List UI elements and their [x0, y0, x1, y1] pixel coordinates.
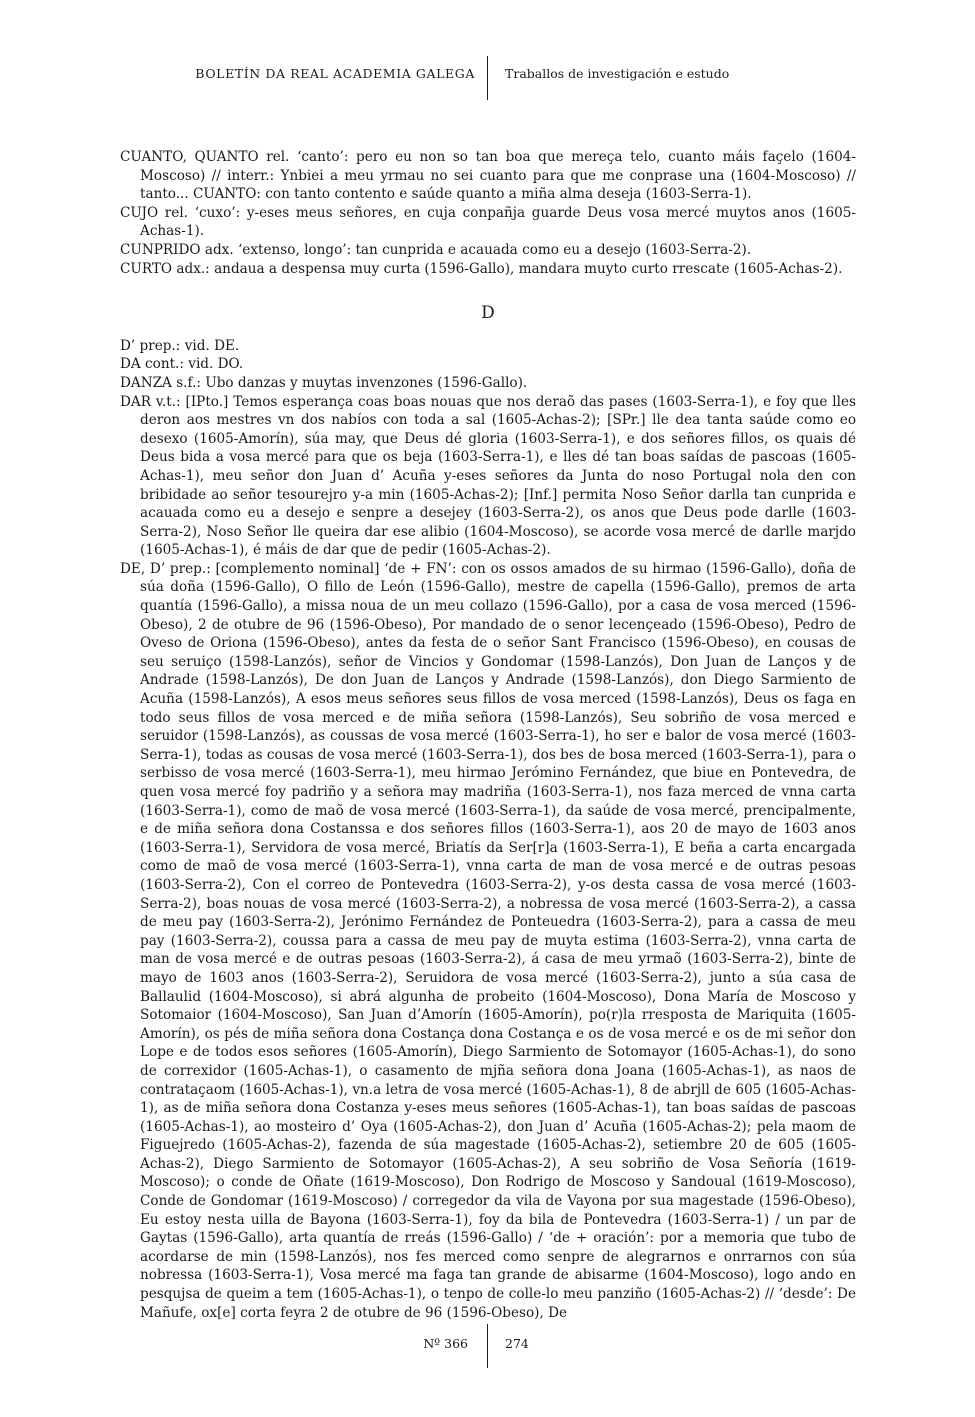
- entry-de: DE, D’ prep.: [complemento nominal] ‘de + FN’: con os ossos amados de su hirmao (1596-Gallo), doña de súa doña (1596-Gallo), O fillo de León (1596-Gallo), mestre de capella (1596-Gallo), premos de arta quantía (1596-Gallo), a missa noua de un meu collazo (1596-Gallo), por a casa de vosa merced (1596-Obeso), 2 de otubre de 96 (1596-Obeso), Por mandado de o senor lecençeado (1596-Obeso), Pedro de Oveso de Oriona (1596-Obeso), antes da festa de o señor Sant Francisco (1596-Obeso), en cousas de seu seruiço (1598-Lanzós), señor de Vincios y Gondomar (1598-Lanzós), Don Juan de Lanços y de Andrade (1598-Lanzós), De don Juan de Lanços y Andrade (1598-Lanzós), don Diego Sarmiento de Acuña (1598-Lanzós), A esos meus señores seus fillos de vosa merced (1598-Lanzós), Deus os faga en todo seus fillos de vosa merced e de miña señora (1598-Lanzós), Seu sobriño de vosa merced e seruidor (1598-Lanzós), as coussas de vosa mercé (1603-Serra-1), ho ser e balor de vosa mercé (1603-Serra-1), todas as cousas de vosa mercé (1603-Serra-1), dos bes de bosa merced (1603-Serra-1), para o serbisso de vosa mercé (1603-Serra-1), meu hirmao Jerómino Fernández, que biue en Pontevedra, de quen vosa mercé foy padriño y a señora may madriña (1603-Serra-1), nos faza merced de vnna carta (1603-Serra-1), como de maõ de vosa mercé (1603-Serra-1), da saúde de vosa mercé, prencipalmente, e de miña señora dona Costanssa e dos señores fillos (1603-Serra-1), aos 20 de mayo de 1603 anos (1603-Serra-1), Servidora de vosa mercé, Briatís da Ser[r]a (1603-Serra-1), E beña a carta encargada como de maõ de vosa mercé (1603-Serra-1), vnna carta de man de vosa mercé e de outras pesoas (1603-Serra-2), Con el correo de Pontevedra (1603-Serra-2), y-os desta cassa de vosa mercé (1603-Serra-2), boas nouas de vosa mercé (1603-Serra-2), a nobressa de vosa mercé (1603-Serra-2), a cassa de meu pay (1603-Serra-2), Jerónimo Fernández de Ponteuedra (1603-Serra-2), para a cassa de meu pay (1603-Serra-2), coussa para a cassa de meu pay de muyta estima (1603-Serra-2), vnna carta de man de vosa mercé e de outras pesoas (1603-Serra-2), á casa de meu yrmaõ (1603-Serra-2), binte de mayo de 1603 anos (1603-Serra-2), Seruidora de vosa mercé (1603-Serra-2), junto a súa casa de Ballaulid (1604-Moscoso), si abrá algunha de probeito (1604-Moscoso), Dona María de Moscoso y Sotomaior (1604-Moscoso), San Juan d’Amorín (1605-Amorín), po(r)la rresposta de Mariquita (1605-Amorín), os pés de miña señora dona Costança dona Costança e os de vosa mercé e os de mi señor don Lope e de todos esos señores (1605-Amorín), Diego Sarmiento de Sotomayor (1605-Achas-1), do sono de correxidor (1605-Achas-1), o casamento de mjña señora dona Joana (1605-Achas-1), as naos de contrataçaom (1605-Achas-1), vn.a letra de vosa mercé (1605-Achas-1), 8 de abrjll de 605 (1605-Achas-1), as de miña señora dona Costanza y-eses meus señores (1605-Achas-1), tan boas saídas de pascoas (1605-Achas-1), ao mosteiro d’ Oya (1605-Achas-2), don Juan d’ Acuña (1605-Achas-2); pela maom de Figuejredo (1605-Achas-2), fazenda de súa magestade (1605-Achas-2), setiembre 20 de 605 (1605-Achas-2), Diego Sarmiento de Sotomayor (1605-Achas-2), A seu sobriño de Vosa Señoría (1619-Moscoso); o conde de Oñate (1619-Moscoso), Don Rodrigo de Moscoso y Sandoual (1619-Moscoso), Conde de Gondomar (1619-Moscoso) / corregedor da vila de Vayona por sua magestade (1596-Obeso), Eu estoy nesta uilla de Bayona (1603-Serra-1), foy da bila de Pontevedra (1603-Serra-1) / un par de Gaytas (1596-Gallo), arta quantía de rreás (1596-Gallo) / ‘de + oración’: por a memoria que tubo de acordarse de min (1598-Lanzós), nos fes merced como senpre de alegrarnos e onrrarnos con súa nobressa (1603-Serra-1), Vosa mercé ma faga tan grande de abisarme (1604-Moscoso), logo ando en pesqujsa de queim a tem (1605-Achas-1), o tenpo de colle-lo meu panziño (1605-Achas-2) // ‘desde’: De Mañufe, ox[e] corta feyra 2 de otubre de 96 (1596-Obeso), De: [120, 560, 856, 1321]
- header-divider: [487, 56, 488, 100]
- entry-da: DA cont.: vid. DO.: [120, 356, 244, 373]
- page-number: 274: [505, 1336, 529, 1351]
- entry-curto: CURTO adx.: andaua a despensa muy curta (1596-Gallo), mandara muyto curto rrescate (1605-Achas-2).: [120, 260, 843, 277]
- entry-cujo: CUJO rel. ‘cuxo’: y-eses meus señores, en cuja conpañja guarde Deus vosa mercé muytos anos (1605-Achas-1).: [120, 204, 856, 240]
- dictionary-body: [120, 148, 856, 1322]
- entry-cuanto: CUANTO, QUANTO rel. ‘canto’: pero eu non so tan boa que mereça telo, cuanto máis façelo (1604-Moscoso) // interr.: Ynbiei a meu yrmau no sei cuanto para que me conprase una (1604-Moscoso) // tanto... CUANTO: con tanto contento e saúde quanto a miña alma deseja (1603-Serra-1).: [120, 149, 856, 203]
- journal-title: BOLETÍN DA REAL ACADEMIA GALEGA: [195, 66, 475, 81]
- entry-cunprido: CUNPRIDO adx. ‘extenso, longo’: tan cunprida e acauada como eu a desejo (1603-Serra-2).: [120, 241, 752, 258]
- footer-divider: [487, 1324, 488, 1368]
- section-letter: D: [481, 303, 495, 324]
- entry-d-prep: D’ prep.: vid. DE.: [120, 337, 240, 354]
- issue-number: Nº 366: [423, 1336, 468, 1351]
- entry-danza: DANZA s.f.: Ubo danzas y muytas invenzones (1596-Gallo).: [120, 374, 528, 391]
- entry-dar: DAR v.t.: [IPto.] Temos esperança coas boas nouas que nos deraõ das pases (1603-Serra-1), e foy que lles deron aos mestres vn dos nabíos con toda a sal (1605-Achas-2); [SPr.] lle dea tanta saúde como eo desexo (1605-Amorín), súa may, que Deus dé gloria (1603-Serra-1), e dos señores fillos, os quais dé Deus bida a vosa mercé para que os beja (1603-Serra-1), e lles dé tan boas saídas de pascoas (1605-Achas-1), meu señor don Juan d’ Acuña y-eses señores da Junta do noso Portugal nola den con bribidade ao señor tesourejro y-a min (1605-Achas-2); [Inf.] permita Noso Señor darlla tan cunprida e acauada como eu a desejo e senpre a desejey (1603-Serra-2), os anos que Deus pode darlle (1603-Serra-2), Noso Señor lle queira dar ese alibio (1604-Moscoso), se acorde vosa mercé de darlle marjdo (1605-Achas-1), é máis de dar que de pedir (1605-Achas-2).: [120, 393, 856, 559]
- section-title: Traballos de investigación e estudo: [505, 66, 730, 81]
